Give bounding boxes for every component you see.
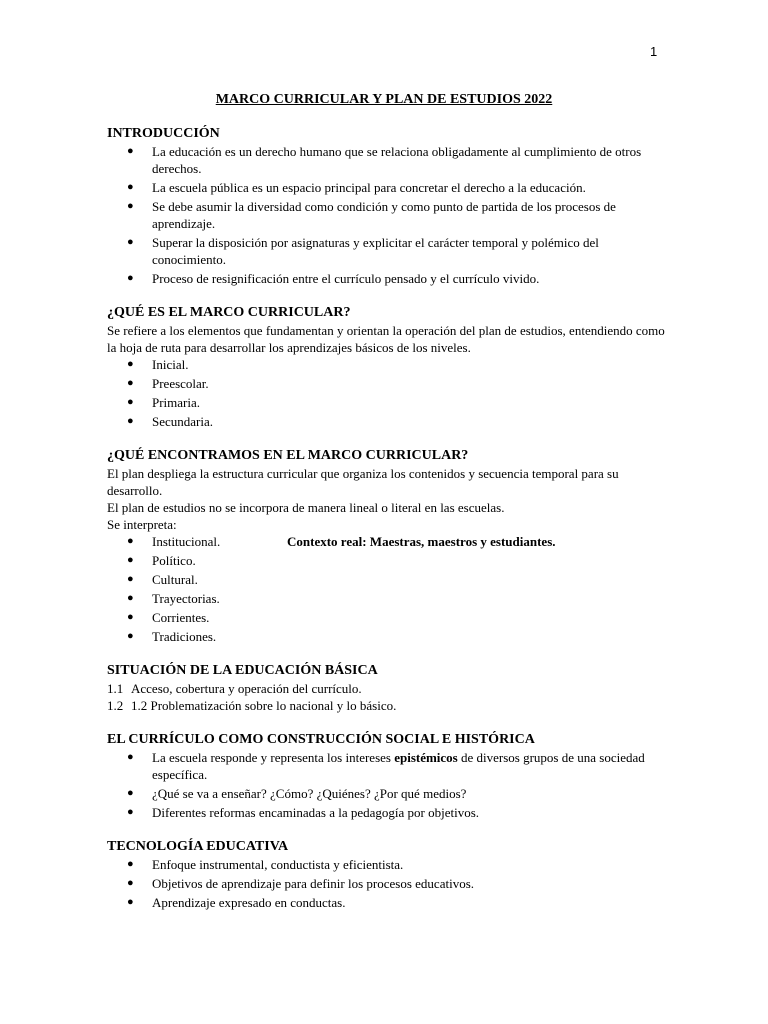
list-item: [107, 552, 667, 569]
list-item-text: La educación es un derecho humano que se relaciona obligadamente al cumplimiento de otros derechos.: [152, 144, 642, 176]
bullet-icon: ●: [127, 236, 134, 248]
section-heading-que-es: ¿QUÉ ES EL MARCO CURRICULAR?: [107, 305, 351, 320]
list-item-text: Cultural.: [152, 572, 198, 587]
list-item-text: Secundaria.: [152, 414, 214, 429]
paragraph: El plan despliega la estructura curricular que organiza los contenidos y secuencia temporal para su desarrollo.: [107, 466, 619, 498]
list-item: [107, 856, 667, 873]
bullet-icon: ●: [127, 592, 134, 604]
list-item-text: ¿Qué se va a enseñar? ¿Cómo? ¿Quiénes? ¿Por qué medios?: [152, 786, 467, 801]
bullet-list-interpretacion: [107, 533, 667, 645]
list-item-text: Tradiciones.: [152, 629, 217, 644]
document-body: [107, 124, 667, 913]
list-item: [107, 356, 667, 373]
list-item-text: Institucional.: [152, 534, 221, 549]
bullet-icon: ●: [127, 877, 134, 889]
list-item-text: Inicial.: [152, 357, 189, 372]
line-text: Acceso, cobertura y operación del currículo.: [131, 681, 362, 696]
bullet-icon: ●: [127, 858, 134, 870]
list-item-text: Proceso de resignificación entre el currículo pensado y el currículo vivido.: [152, 271, 540, 286]
list-item: [107, 413, 667, 430]
emphasis-text: epistémicos: [394, 750, 458, 765]
list-item: [107, 143, 667, 177]
bullet-icon: ●: [127, 200, 134, 212]
section-heading-situacion: SITUACIÓN DE LA EDUCACIÓN BÁSICA: [107, 663, 378, 678]
bullet-icon: ●: [127, 611, 134, 623]
bullet-icon: ●: [127, 806, 134, 818]
bullet-icon: ●: [127, 377, 134, 389]
list-item: [107, 804, 667, 821]
list-item-text: Superar la disposición por asignaturas y explicitar el carácter temporal y polémico del conocimiento.: [152, 235, 599, 267]
paragraph: Se interpreta:: [107, 517, 177, 532]
section-situacion: [107, 661, 667, 714]
list-item-text: Corrientes.: [152, 610, 210, 625]
list-item-text: Aprendizaje expresado en conductas.: [152, 895, 346, 910]
bullet-icon: ●: [127, 145, 134, 157]
section-que-es: [107, 303, 667, 430]
bullet-icon: ●: [127, 415, 134, 427]
bullet-list-curriculo: [107, 749, 667, 821]
list-item: [107, 875, 667, 892]
list-item: [107, 533, 667, 550]
bullet-icon: ●: [127, 896, 134, 908]
paragraph: El plan de estudios no se incorpora de manera lineal o literal en las escuelas.: [107, 500, 505, 515]
bullet-icon: ●: [127, 358, 134, 370]
list-item: [107, 270, 667, 287]
section-heading-curriculo: EL CURRÍCULO COMO CONSTRUCCIÓN SOCIAL E HISTÓRICA: [107, 732, 535, 747]
list-item-text: Trayectorias.: [152, 591, 220, 606]
list-item: [107, 394, 667, 411]
bullet-list-introduccion: [107, 143, 667, 287]
list-item-row: [152, 533, 667, 550]
list-item: [107, 234, 667, 268]
bullet-icon: ●: [127, 181, 134, 193]
bullet-icon: ●: [127, 396, 134, 408]
list-item-text: Político.: [152, 553, 196, 568]
section-heading-que-encontramos: ¿QUÉ ENCONTRAMOS EN EL MARCO CURRICULAR?: [107, 448, 469, 463]
bullet-icon: ●: [127, 787, 134, 799]
bullet-icon: ●: [127, 751, 134, 763]
list-item: [107, 628, 667, 645]
line-number: 1.2: [107, 698, 124, 713]
list-item-text: Enfoque instrumental, conductista y eficientista.: [152, 857, 404, 872]
list-item: [107, 749, 667, 783]
bullet-icon: ●: [127, 272, 134, 284]
section-que-encontramos: [107, 446, 667, 645]
page-number: 1: [650, 44, 658, 59]
section-heading-tecnologia: TECNOLOGÍA EDUCATIVA: [107, 839, 289, 854]
list-item-text: [152, 750, 645, 782]
line-text: 1.2 Problematización sobre lo nacional y lo básico.: [131, 698, 397, 713]
list-item-text: Diferentes reformas encaminadas a la pedagogía por objetivos.: [152, 805, 480, 820]
bullet-list-tecnologia: [107, 856, 667, 911]
bullet-icon: ●: [127, 554, 134, 566]
bullet-list-niveles: [107, 356, 667, 430]
list-item-text: Primaria.: [152, 395, 201, 410]
list-item: [107, 894, 667, 911]
section-heading-introduccion: INTRODUCCIÓN: [107, 126, 220, 141]
list-item: [107, 571, 667, 588]
list-item-text: Objetivos de aprendizaje para definir los procesos educativos.: [152, 876, 474, 891]
list-item: [107, 198, 667, 232]
document-title: MARCO CURRICULAR Y PLAN DE ESTUDIOS 2022: [215, 92, 553, 107]
bullet-icon: ●: [127, 535, 134, 547]
numbered-line: [107, 680, 667, 697]
bullet-icon: ●: [127, 630, 134, 642]
list-item: [107, 609, 667, 626]
list-item-text: Preescolar.: [152, 376, 209, 391]
list-item-text: Se debe asumir la diversidad como condición y como punto de partida de los procesos de aprendizaje.: [152, 199, 616, 231]
list-item: [107, 179, 667, 196]
text-run: de diversos grupos de una sociedad específica.: [152, 750, 645, 782]
paragraph: Se refiere a los elementos que fundamentan y orientan la operación del plan de estudios, entendiendo como la hoja de ruta para desarrollar los aprendizajes básicos de los niveles.: [107, 323, 665, 355]
list-item: [107, 375, 667, 392]
list-item-text: La escuela pública es un espacio principal para concretar el derecho a la educación.: [152, 180, 586, 195]
numbered-line: [107, 697, 667, 714]
section-curriculo: [107, 730, 667, 821]
list-item: [107, 785, 667, 802]
line-number: 1.1: [107, 681, 124, 696]
text-run: La escuela responde y representa los intereses: [152, 750, 395, 765]
context-note: Contexto real: Maestras, maestros y estudiantes.: [287, 534, 556, 549]
section-tecnologia: [107, 837, 667, 911]
section-introduccion: [107, 124, 667, 287]
bullet-icon: ●: [127, 573, 134, 585]
list-item: [107, 590, 667, 607]
